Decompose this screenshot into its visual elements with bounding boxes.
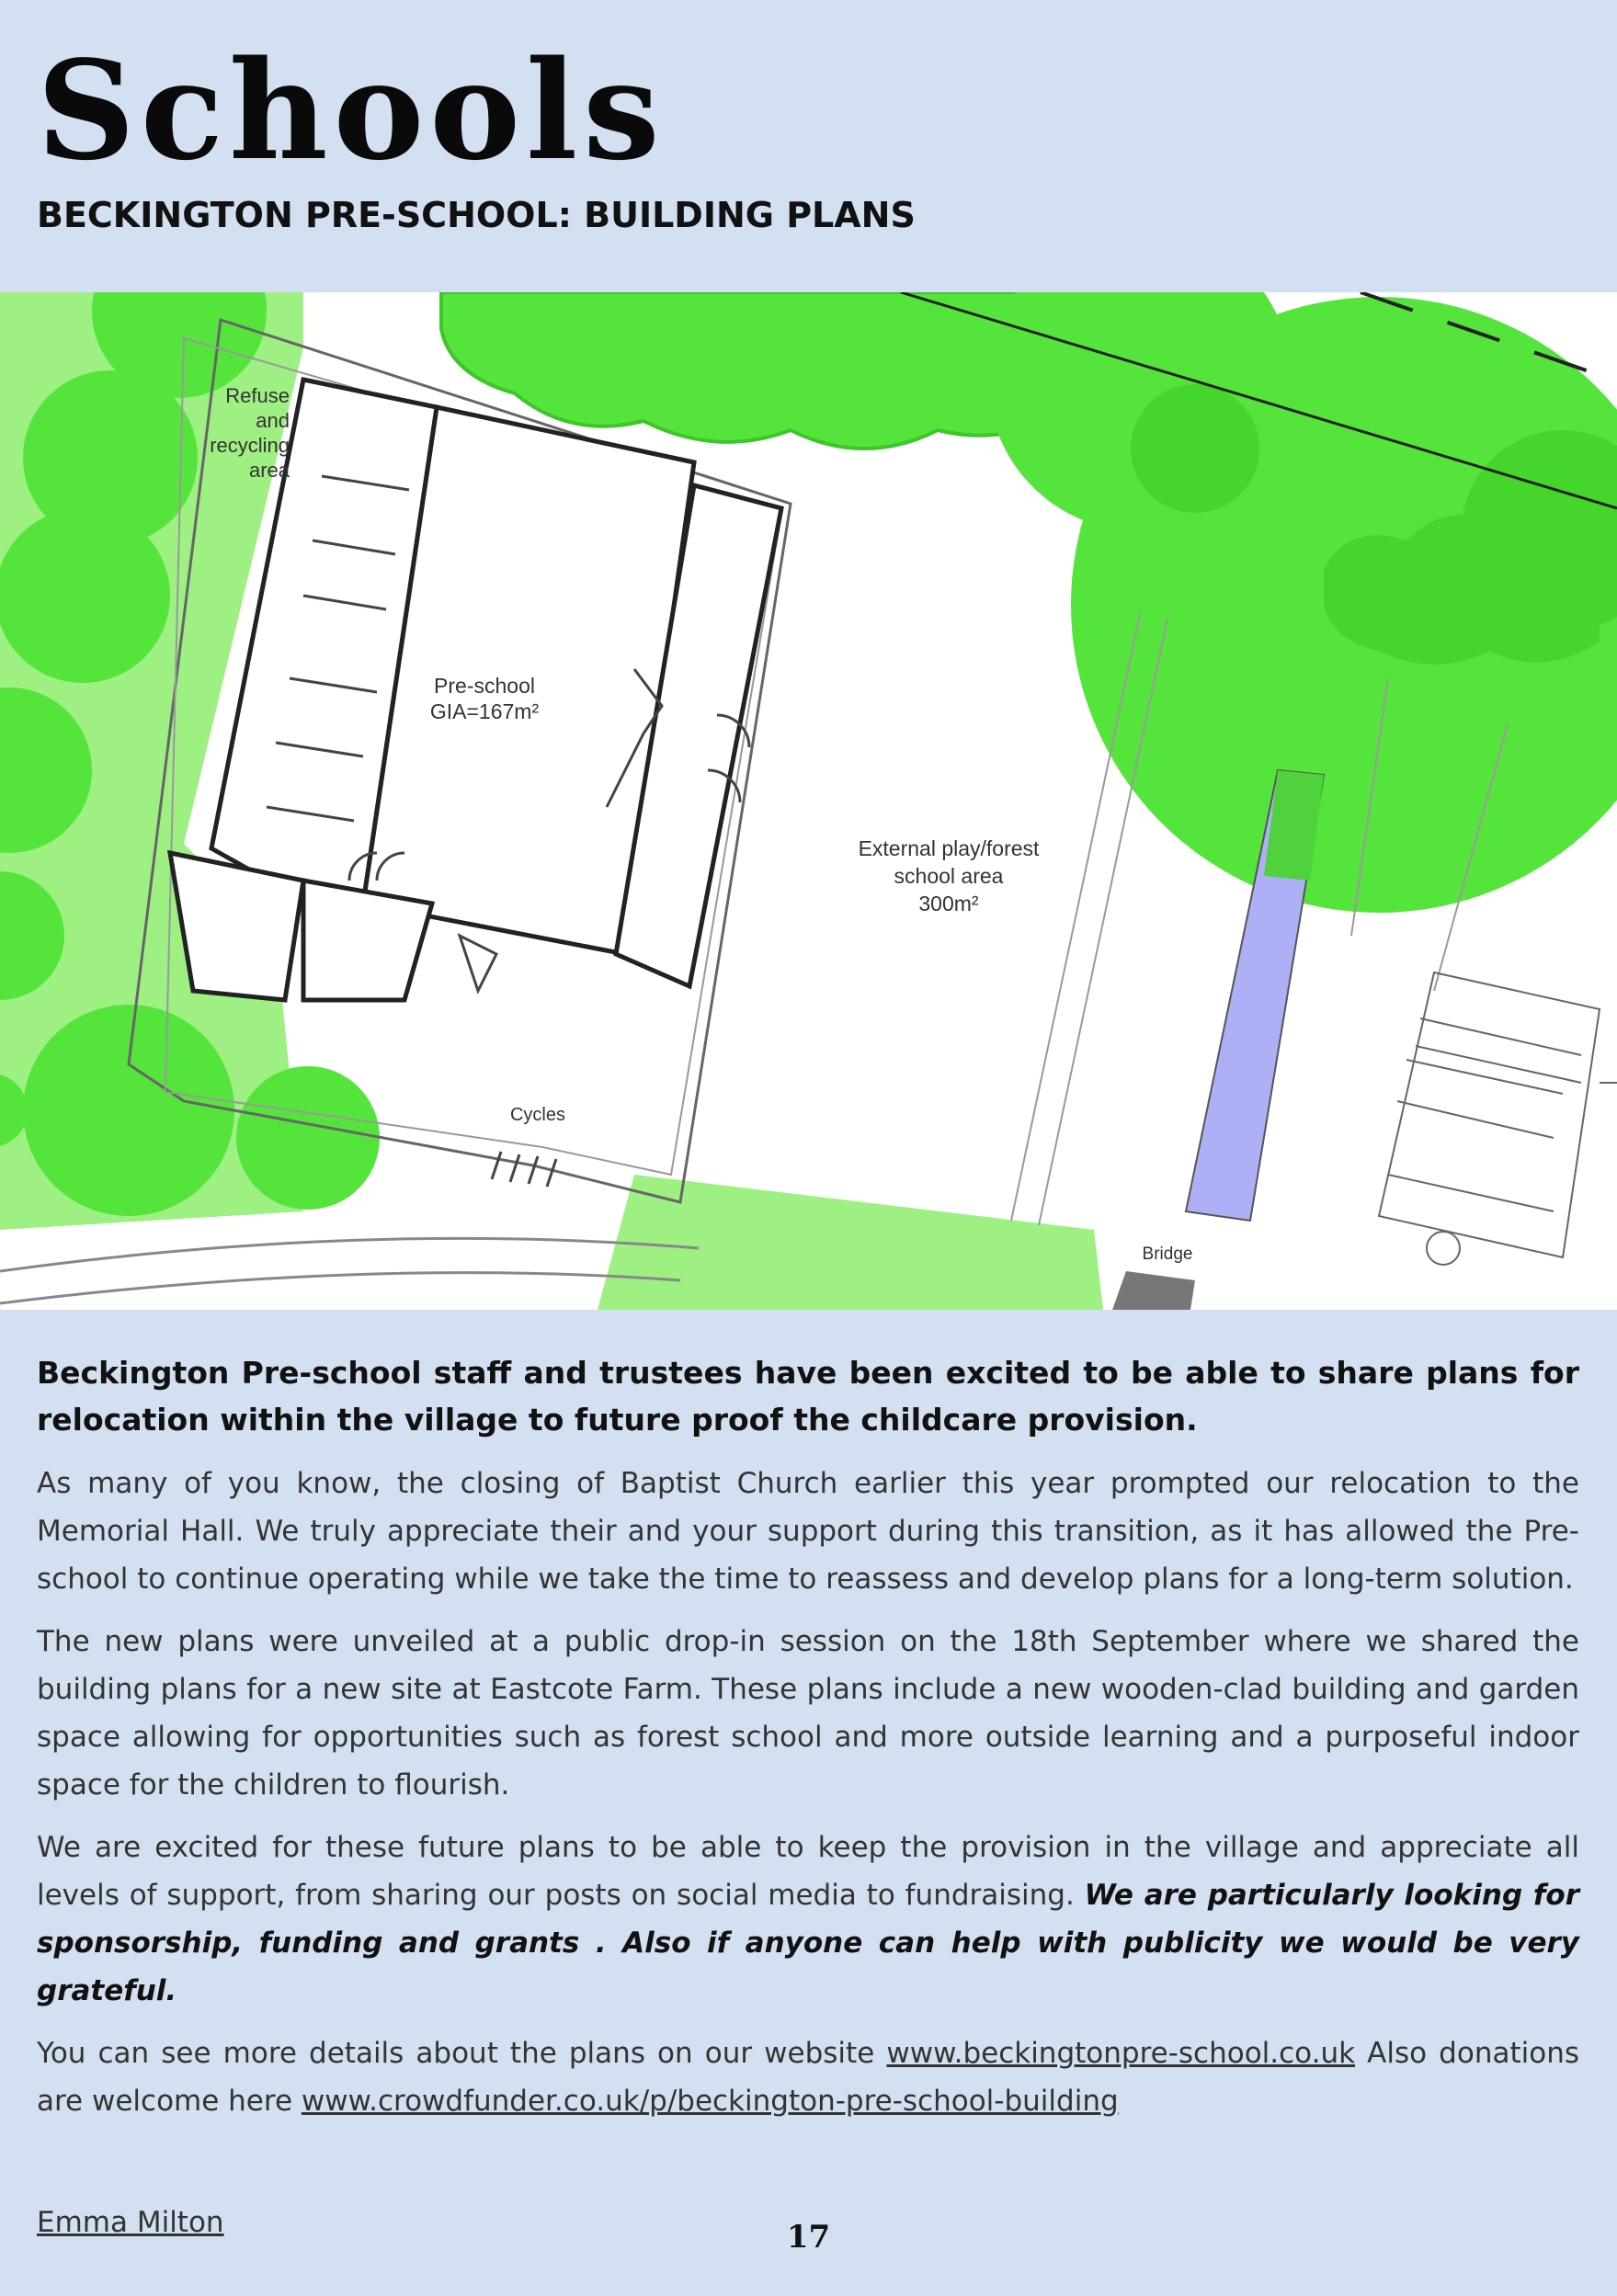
- preschool-website-link[interactable]: www.beckingtonpre-school.co.uk: [886, 2037, 1356, 2070]
- tree: [0, 508, 170, 683]
- label-external-area: External play/forest: [858, 836, 1040, 860]
- label-preschool: Pre-school: [434, 674, 535, 698]
- label-refuse: Refuse: [225, 384, 290, 407]
- article-paragraph-4: [37, 2029, 1579, 2125]
- entrance-block: [170, 853, 303, 1000]
- section-title: Schools: [37, 30, 666, 190]
- label-bridge: Bridge: [1142, 1245, 1193, 1264]
- tree: [23, 1005, 234, 1216]
- article-paragraph-3: [37, 1824, 1579, 2015]
- website-intro: You can see more details about the plans on our website: [37, 2037, 875, 2070]
- paragraph-3-text: We are excited for these future plans to be able to keep the provision in the village and appreciate all levels of support, from sharing our posts on social media to fundraising.: [37, 1831, 1579, 1912]
- page-number: 17: [786, 2219, 831, 2256]
- donation-intro: Also donations are welcome here: [37, 2037, 1579, 2118]
- svg-text:300m²: 300m²: [918, 892, 979, 915]
- svg-text:area: area: [248, 459, 290, 482]
- article-body: [37, 1349, 1579, 2140]
- author-name[interactable]: Emma Milton: [37, 2206, 224, 2239]
- label-cycles: Cycles: [509, 1105, 566, 1125]
- sponsorship-appeal: We are particularly looking for sponsorship, funding and grants . Also if anyone can help with publicity we would be very grateful.: [37, 1879, 1580, 2007]
- svg-text:recycling: recycling: [210, 434, 290, 457]
- svg-text:GIA=167m²: GIA=167m²: [429, 699, 540, 723]
- site-plan-image: [0, 292, 1617, 1310]
- crowdfunder-link[interactable]: www.crowdfunder.co.uk/p/beckington-pre-school-building: [301, 2085, 1119, 2118]
- page-header: [0, 0, 1617, 292]
- svg-text:school area: school area: [894, 864, 1004, 888]
- article-paragraph-1: As many of you know, the closing of Baptist Church earlier this year prompted our relocation to the Memorial Hall. We truly appreciate their and your support during this transition, as it has allowed the Pre-school to continue operating while we take the time to reassess and develop plans for a long-term solution.: [37, 1467, 1579, 1596]
- article-lead: Beckington Pre-school staff and trustees have been excited to be able to share plans for relocation within the village to future proof the childcare provision.: [37, 1355, 1579, 1438]
- article-paragraph-2: The new plans were unveiled at a public drop-in session on the 18th September where we shared the building plans for a new site at Eastcote Farm. These plans include a new wooden-clad building and garden space allowing for opportunities such as forest school and more outside learning and a purposeful indoor space for the children to flourish.: [37, 1625, 1579, 1802]
- tree: [236, 1066, 380, 1210]
- svg-text:and: and: [256, 409, 290, 432]
- article-subtitle: BECKINGTON PRE-SCHOOL: BUILDING PLANS: [37, 195, 916, 235]
